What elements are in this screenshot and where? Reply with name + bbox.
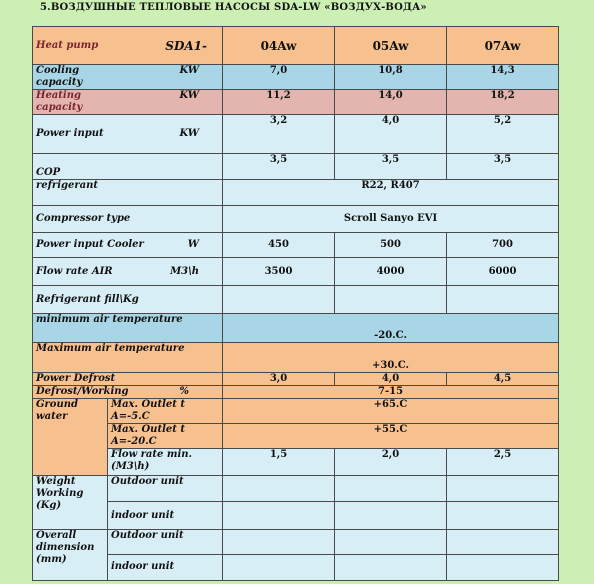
ground-flow-label: Flow rate min.(M3\h) [108, 449, 223, 476]
min-air-value: -20.C. [223, 314, 559, 342]
ground-water-label: Ground water [33, 398, 108, 475]
power-cooler-label: Power input Cooler [36, 239, 144, 251]
flow-air-value: 6000 [447, 258, 559, 286]
cooling-label-cell [33, 65, 223, 90]
flow-air-label-cell [33, 258, 223, 286]
power-value: 3,2 [223, 115, 335, 153]
min-air-row [33, 314, 559, 342]
outlet2-value: +55.C [223, 424, 559, 449]
model-prefix: SDA1- [165, 38, 208, 53]
weight-outdoor-value [447, 476, 559, 502]
refrigerant-fill-value [447, 286, 559, 314]
power-value: 4,0 [335, 115, 447, 153]
dimension-indoor-value [223, 554, 335, 580]
dimension-indoor-value [447, 554, 559, 580]
compressor-row [33, 205, 559, 232]
defrost-label: Power Defrost [33, 372, 223, 385]
flow-air-row [33, 258, 559, 286]
refrigerant-fill-row [33, 286, 559, 314]
cop-label: COP [33, 153, 223, 179]
heating-label: Heating capacity [36, 90, 83, 114]
dimension-indoor-row [33, 554, 559, 580]
cooling-row [33, 65, 559, 90]
cooling-value: 10,8 [335, 65, 447, 90]
compressor-label: Compressor type [33, 205, 223, 232]
outlet1-value: +65.C [223, 398, 559, 423]
flow-air-label: Flow rate AIR [36, 265, 113, 277]
refrigerant-label: refrigerant [33, 179, 223, 205]
page-title: 5.ВОЗДУШНЫЕ ТЕПЛОВЫЕ НАСОСЫ SDA-LW «ВОЗДУХ-ВОДА» [40, 2, 427, 13]
cooling-value: 7,0 [223, 65, 335, 90]
cop-row [33, 153, 559, 179]
header-row [33, 27, 559, 65]
power-label: Power input [36, 128, 104, 140]
power-cooler-unit: W [187, 239, 200, 251]
refrigerant-row [33, 179, 559, 205]
weight-indoor-value [447, 502, 559, 529]
ground-outlet1-row [33, 398, 559, 423]
heating-unit: KW [179, 90, 200, 102]
ground-flow-row [33, 449, 559, 476]
max-air-value: +30.C. [223, 342, 559, 372]
weight-indoor-value [335, 502, 447, 529]
cooling-label: Cooling capacity [36, 65, 83, 89]
specs-table [32, 26, 559, 581]
cooling-unit: KW [179, 65, 200, 77]
dimension-outdoor-value [223, 529, 335, 554]
weight-indoor-value [223, 502, 335, 529]
weight-outdoor-value [335, 476, 447, 502]
weight-outdoor-value [223, 476, 335, 502]
power-cooler-value: 500 [335, 233, 447, 258]
compressor-value: Scroll Sanyo EVI [223, 205, 559, 232]
model-04aw: 04Aw [223, 27, 335, 65]
power-unit: KW [179, 128, 200, 140]
defrost-working-row [33, 385, 559, 398]
defrost-working-value: 7-15 [223, 385, 559, 398]
header-label-cell [33, 27, 223, 65]
dimension-indoor-value [335, 554, 447, 580]
power-cooler-value: 700 [447, 233, 559, 258]
heating-value: 18,2 [447, 90, 559, 115]
max-air-row [33, 342, 559, 372]
weight-outdoor-label: Outdoor unit [108, 476, 223, 502]
power-cooler-row [33, 233, 559, 258]
header-label: Heat pump [36, 39, 99, 51]
dimension-outdoor-row [33, 529, 559, 554]
model-05aw: 05Aw [335, 27, 447, 65]
power-label-cell [33, 115, 223, 153]
power-row [33, 115, 559, 153]
weight-indoor-label: indoor unit [108, 502, 223, 529]
defrost-working-label: Defrost/Working [36, 385, 129, 397]
refrigerant-fill-label: Refrigerant fill\Kg [33, 286, 223, 314]
flow-air-unit: M3\h [170, 265, 200, 277]
ground-flow-value: 2,5 [447, 449, 559, 476]
ground-outlet2-row [33, 424, 559, 449]
dimension-outdoor-label: Outdoor unit [108, 529, 223, 554]
refrigerant-fill-value [223, 286, 335, 314]
heating-value: 14,0 [335, 90, 447, 115]
defrost-value: 4,0 [335, 372, 447, 385]
cop-value: 3,5 [335, 153, 447, 179]
defrost-working-unit: % [179, 385, 190, 397]
flow-air-value: 4000 [335, 258, 447, 286]
dimension-indoor-label: indoor unit [108, 554, 223, 580]
outlet2-label: Max. Outlet t A=-20.C [108, 424, 223, 449]
defrost-value: 4,5 [447, 372, 559, 385]
model-07aw: 07Aw [447, 27, 559, 65]
dimension-label: Overall dimension (mm) [33, 529, 108, 580]
min-air-label: minimum air temperature [33, 314, 223, 342]
flow-air-value: 3500 [223, 258, 335, 286]
heating-value: 11,2 [223, 90, 335, 115]
power-value: 5,2 [447, 115, 559, 153]
defrost-row [33, 372, 559, 385]
power-cooler-value: 450 [223, 233, 335, 258]
defrost-value: 3,0 [223, 372, 335, 385]
refrigerant-fill-value [335, 286, 447, 314]
heating-row [33, 90, 559, 115]
power-cooler-label-cell [33, 233, 223, 258]
ground-flow-value: 1,5 [223, 449, 335, 476]
max-air-label: Maximum air temperature [33, 342, 223, 372]
heating-label-cell [33, 90, 223, 115]
ground-flow-value: 2,0 [335, 449, 447, 476]
cooling-value: 14,3 [447, 65, 559, 90]
outlet1-label: Max. Outlet t A=-5.C [108, 398, 223, 423]
refrigerant-value: R22, R407 [223, 179, 559, 205]
weight-outdoor-row [33, 476, 559, 502]
dimension-outdoor-value [447, 529, 559, 554]
dimension-outdoor-value [335, 529, 447, 554]
cop-value: 3,5 [447, 153, 559, 179]
cop-value: 3,5 [223, 153, 335, 179]
defrost-working-label-cell [33, 385, 223, 398]
weight-indoor-row [33, 502, 559, 529]
weight-label: Weight Working (Kg) [33, 476, 108, 529]
